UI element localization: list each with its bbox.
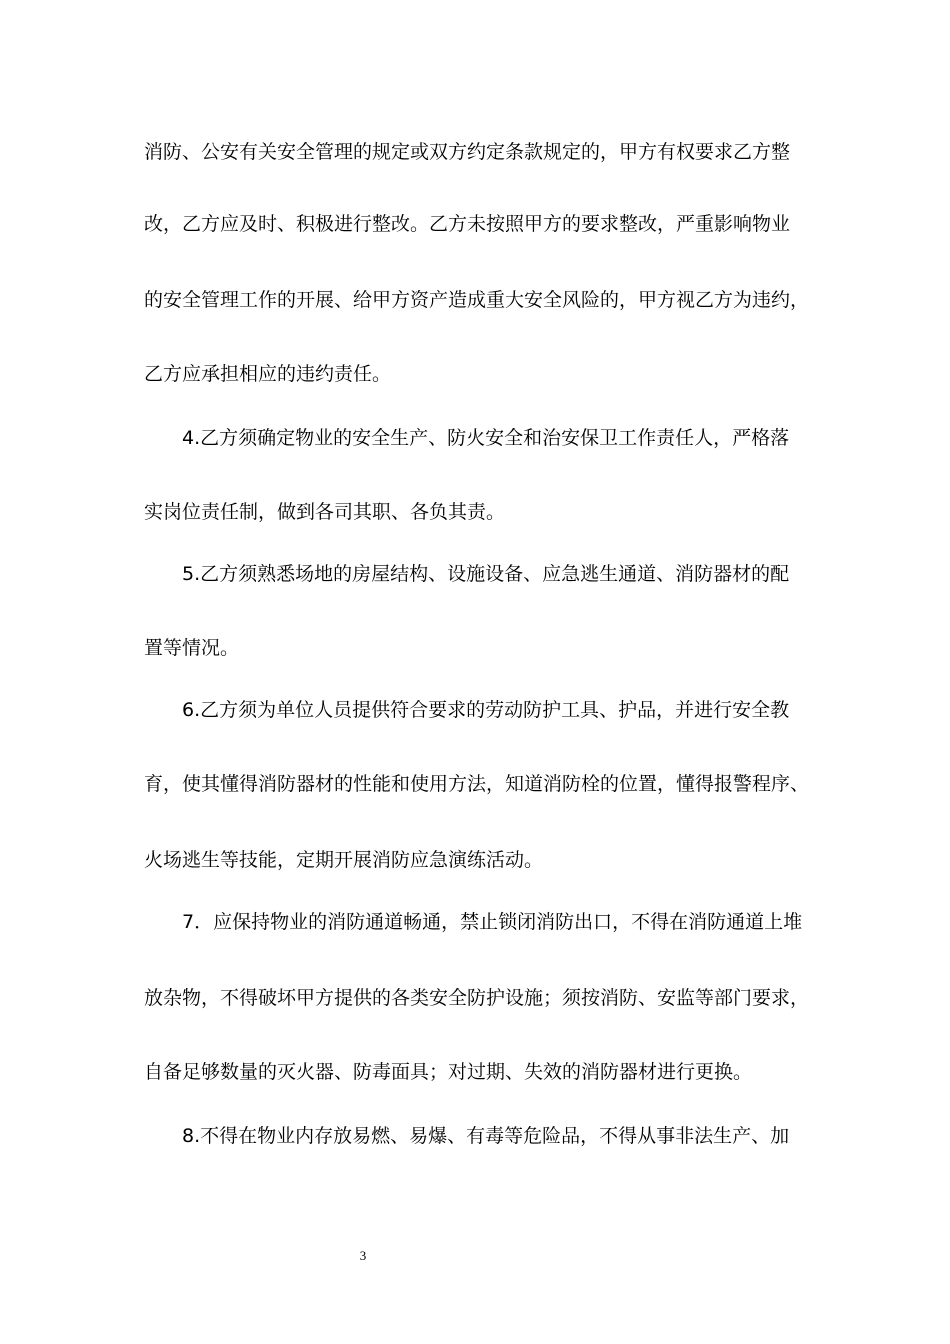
text-line-1: 消防、公安有关安全管理的规定或双方约定条款规定的，甲方有权要求乙方整 xyxy=(144,141,791,163)
text-line-8: 置等情况。 xyxy=(144,637,240,659)
text-line-5: 4.乙方须确定物业的安全生产、防火安全和治安保卫工作责任人，严格落 xyxy=(182,427,790,449)
text-line-4: 乙方应承担相应的违约责任。 xyxy=(144,363,392,385)
text-line-2: 改，乙方应及时、积极进行整改。乙方未按照甲方的要求整改，严重影响物业 xyxy=(144,213,791,235)
text-line-11: 火场逃生等技能，定期开展消防应急演练活动。 xyxy=(144,849,544,871)
text-line-9: 6.乙方须为单位人员提供符合要求的劳动防护工具、护品，并进行安全教 xyxy=(182,699,790,721)
text-line-15: 8.不得在物业内存放易燃、易爆、有毒等危险品，不得从事非法生产、加 xyxy=(182,1125,790,1147)
text-line-7: 5.乙方须熟悉场地的房屋结构、设施设备、应急逃生通道、消防器材的配 xyxy=(182,563,790,585)
text-line-13: 放杂物，不得破坏甲方提供的各类安全防护设施；须按消防、安监等部门要求， xyxy=(144,987,810,1009)
text-line-14: 自备足够数量的灭火器、防毒面具；对过期、失效的消防器材进行更换。 xyxy=(144,1061,753,1083)
text-line-6: 实岗位责任制，做到各司其职、各负其责。 xyxy=(144,501,506,523)
text-line-12: 7．应保持物业的消防通道畅通，禁止锁闭消防出口，不得在消防通道上堆 xyxy=(182,911,803,933)
text-line-3: 的安全管理工作的开展、给甲方资产造成重大安全风险的，甲方视乙方为违约， xyxy=(144,289,810,311)
page-number: 3 xyxy=(359,1248,367,1263)
text-line-10: 育，使其懂得消防器材的性能和使用方法，知道消防栓的位置，懂得报警程序、 xyxy=(144,773,810,795)
